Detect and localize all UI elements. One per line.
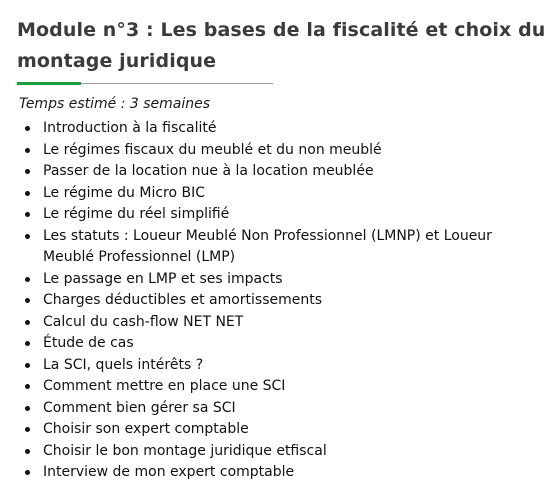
topic-item [42, 398, 547, 420]
topic-label: Choisir son expert comptable [43, 421, 249, 437]
estimated-duration: Temps estimé : 3 semaines [19, 96, 211, 112]
bullet-icon [25, 406, 30, 411]
bullet-icon [25, 212, 30, 217]
topic-item [42, 118, 547, 140]
bullet-icon [25, 298, 30, 303]
bullet-icon [25, 126, 30, 131]
topic-item [42, 183, 547, 205]
bullet-icon [25, 148, 30, 153]
bullet-icon [25, 277, 30, 282]
topic-label: La SCI, quels intérêts ? [43, 356, 204, 373]
topic-item [42, 312, 547, 334]
topic-label: Comment bien gérer sa SCI [43, 399, 236, 416]
topic-label: Introduction à la fiscalité [43, 120, 217, 136]
bullet-icon [25, 384, 30, 389]
topic-label: Choisir le bon montage juridique etfiscal [43, 442, 327, 459]
topic-label: Le passage en LMP et ses impacts [43, 270, 283, 287]
topic-item [42, 441, 547, 463]
topic-item [42, 226, 547, 269]
topic-item [42, 355, 547, 377]
topic-item [42, 290, 547, 312]
topic-label: Comment mettre en place une SCI [43, 378, 286, 394]
topic-item [42, 204, 547, 226]
topic-item [42, 376, 547, 398]
module-title: Module n°3 : Les bases de la fiscalité et choix du montage juridique [17, 19, 546, 72]
bullet-icon [25, 320, 30, 325]
topic-item [42, 333, 547, 355]
topic-item [42, 419, 547, 441]
module-section [17, 15, 547, 484]
topic-item [42, 462, 547, 484]
topic-label: Calcul du cash-flow NET NET [43, 313, 244, 330]
topic-label: Le régime du Micro BIC [43, 184, 206, 201]
topic-label: Interview de mon expert comptable [43, 464, 295, 480]
bullet-icon [25, 470, 30, 475]
topic-label: Le régime du réel simplifié [43, 206, 230, 222]
bullet-icon [25, 427, 30, 432]
topic-item [42, 269, 547, 291]
title-divider [17, 83, 273, 84]
topic-item [42, 161, 547, 183]
bullet-icon [25, 341, 30, 346]
topic-label: Passer de la location nue à la location meublée [43, 163, 374, 179]
bullet-icon [25, 191, 30, 196]
bullet-icon [25, 234, 30, 239]
topic-label: Charges déductibles et amortissements [43, 292, 323, 308]
title-divider-accent [17, 82, 81, 85]
bullet-icon [25, 449, 30, 454]
topic-item [42, 140, 547, 162]
topic-label: Étude de cas [43, 335, 134, 351]
topic-list [17, 118, 547, 484]
bullet-icon [25, 363, 30, 368]
topic-label: Le régimes fiscaux du meublé et du non meublé [43, 141, 382, 158]
bullet-icon [25, 169, 30, 174]
topic-label: Les statuts : Loueur Meublé Non Professionnel (LMNP) et Loueur Meublé Professionnel (LMP) [43, 227, 492, 265]
